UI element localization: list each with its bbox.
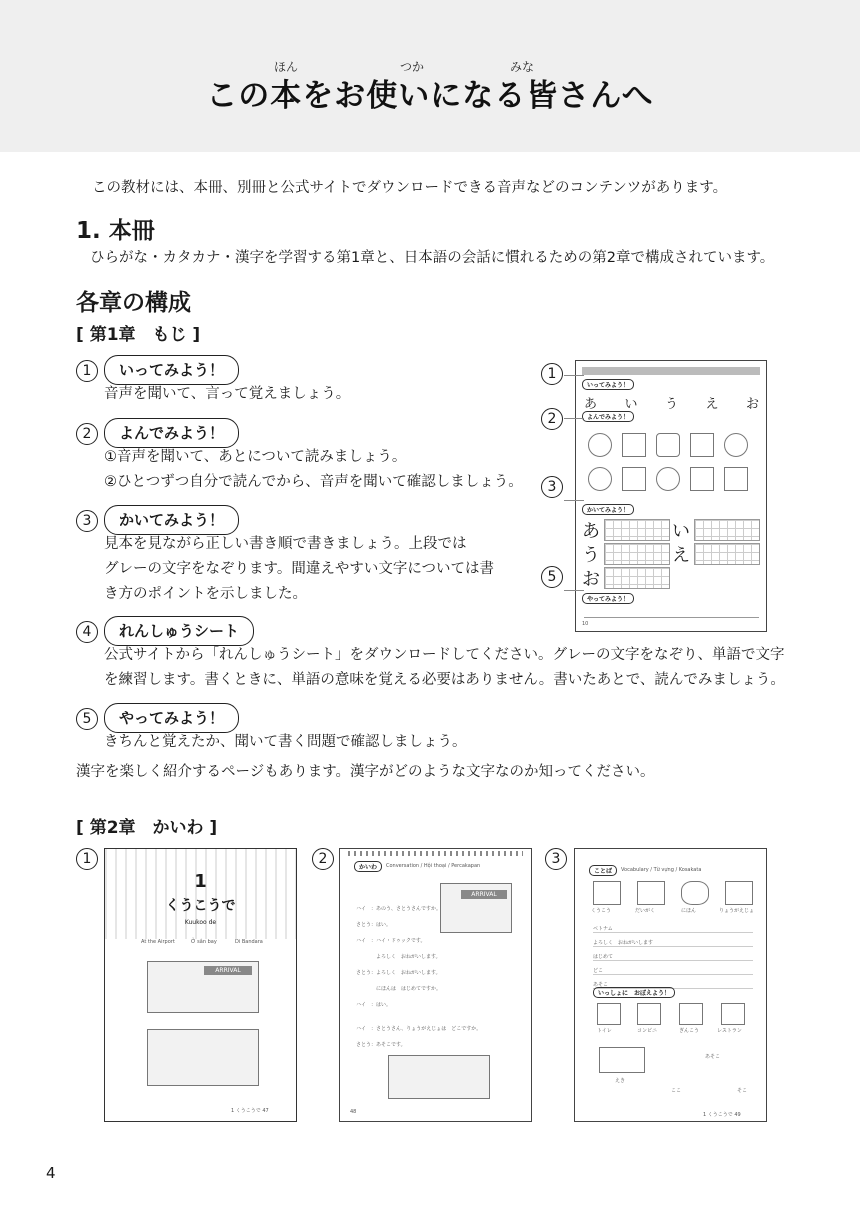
thumb2-line-9: さとう：あそこです。: [356, 1042, 406, 1048]
section1-desc: ひらがな・カタカナ・漢字を学習する第1章と、日本語の会話に慣れるための第2章で構成されています。: [90, 250, 775, 266]
item4-desc-2: を練習します。書くときに、単語の意味を覚える必要はありません。書いたあとで、読んでみましょう。: [104, 672, 785, 688]
chapter2-thumb-3: [574, 848, 767, 1122]
thumb3-vocab-icon-1: くうこう: [591, 908, 612, 914]
thumb3-extra-2: ここ: [671, 1088, 682, 1094]
thumb2-footer: 48: [350, 1109, 357, 1115]
sample-label-3: かいてみよう！: [582, 504, 634, 515]
sample-page-number: 10: [582, 621, 589, 627]
item2-label: よんでみよう！: [104, 418, 239, 448]
thumb3-place-3: ぎんこう: [679, 1028, 700, 1034]
ruby-mina: みな: [510, 60, 535, 74]
chapter2-thumb1-number: 1: [76, 848, 98, 870]
thumb3-place-toilet: [597, 1003, 621, 1025]
thumb1-lesson-no: 1: [194, 871, 207, 892]
thumb3-vocab-row-5: あそこ: [593, 981, 753, 989]
thumb2-scene-1: [440, 883, 512, 933]
thumb3-icon-airport: [593, 881, 621, 905]
callout-line-3: [564, 500, 584, 501]
sample-big-o: お: [582, 569, 600, 590]
thumb1-subtitle-vi: Ở sân bay: [191, 939, 217, 945]
thumb1-scene-1: [147, 961, 259, 1013]
intro-text: この教材には、本冊、別冊と公式サイトでダウンロードできる音声などのコンテンツがあります。: [92, 180, 728, 196]
chapter2-thumb2-number: 2: [312, 848, 334, 870]
sample-callout-5: 5: [541, 566, 563, 588]
thumb3-place-2: コンビニ: [637, 1028, 658, 1034]
thumb2-line-7: ハイ ：はい。: [356, 1002, 392, 1008]
kanji-note: 漢字を楽しく紹介するページもあります。漢字がどのような文字なのか知ってください。: [76, 764, 655, 780]
thumb3-practice-label: いっしょに おぼえよう！: [593, 987, 675, 998]
thumb1-subtitle-id: Di Bandara: [235, 939, 263, 945]
sample-big-a: あ: [582, 521, 600, 542]
sample-label-1: いってみよう！: [582, 379, 634, 390]
thumb2-scene-2: [388, 1055, 490, 1099]
item4-desc-1: 公式サイトから「れんしゅうシート」をダウンロードしてください。グレーの文字をなぞり、単語で文字: [104, 647, 785, 663]
sample-writing-grid: [582, 517, 760, 589]
callout-line-5: [564, 590, 584, 591]
thumb2-line-3: ハイ ：ハイ・ドゥックです。: [356, 938, 426, 944]
sample-kana-e: え: [705, 397, 719, 412]
sample-big-i: い: [672, 521, 690, 542]
thumb1-scene-2: [147, 1029, 259, 1086]
thumb2-line-5: さとう：よろしく おねがいします。: [356, 970, 441, 976]
item2-desc-2: ②ひとつずつ自分で読んでから、音声を聞いて確認しましょう。: [104, 474, 523, 490]
thumb3-icon-japan: [681, 881, 709, 905]
thumb3-vocab-row-4: どこ: [593, 967, 753, 975]
sample-label-2: よんでみよう！: [582, 411, 634, 422]
thumb2-binding: [348, 851, 523, 856]
sample-kana-row: [584, 393, 759, 412]
thumb2-line-2: さとう：はい。: [356, 922, 392, 928]
thumb3-vocab-icon-3: にほん: [681, 908, 697, 914]
item5-desc-1: きちんと覚えたか、聞いて書く問題で確認しましょう。: [104, 734, 467, 750]
thumb3-icon-university: [637, 881, 665, 905]
thumb1-footer: 1 くうこうで 47: [231, 1108, 269, 1114]
callout-line-2: [564, 418, 584, 419]
item3-desc-3: き方のポイントを示しました。: [104, 586, 307, 602]
item5-number: 5: [76, 708, 98, 730]
thumb3-footer: 1 くうこうで 49: [703, 1112, 741, 1118]
page-number: 4: [46, 1164, 56, 1182]
thumb3-place-4: レストラン: [717, 1028, 742, 1034]
thumb3-place-konbini: [637, 1003, 661, 1025]
sample-kana-a: あ: [584, 397, 598, 412]
thumb1-subtitle-en: At the Airport: [141, 939, 175, 945]
thumb3-place-1: トイレ: [597, 1028, 612, 1034]
sample-kana-i: い: [624, 397, 638, 412]
sample-callout-1: 1: [541, 363, 563, 385]
sample-kana-o: お: [745, 397, 759, 412]
chapter2-thumb3-number: 3: [545, 848, 567, 870]
item1-label: いってみよう！: [104, 355, 239, 385]
item1-number: 1: [76, 360, 98, 382]
sample-header-bar: [582, 367, 760, 375]
item5-label: やってみよう！: [104, 703, 239, 733]
thumb1-arrival-sign: ARRIVAL: [204, 966, 252, 975]
sample-big-u: う: [582, 545, 600, 566]
thumb1-lesson-title: くうこうで: [165, 898, 236, 914]
chapter1-heading: [ 第1章 もじ ]: [76, 325, 201, 345]
sample-picture-grid: [584, 429, 759, 499]
item1-desc-1: 音声を聞いて、言って覚えましょう。: [104, 386, 351, 402]
thumb3-vocab-icon-2: だいがく: [635, 908, 656, 914]
chapter2-thumb-2: [339, 848, 532, 1122]
sample-callout-3: 3: [541, 476, 563, 498]
item4-number: 4: [76, 621, 98, 643]
item3-desc-1: 見本を見ながら正しい書き順で書きましょう。上段では: [104, 536, 467, 552]
thumb3-place-bank: [679, 1003, 703, 1025]
thumb3-extra-4: あそこ: [705, 1054, 721, 1060]
sample-callout-2: 2: [541, 408, 563, 430]
item3-desc-2: グレーの文字をなぞります。間違えやすい文字については書: [104, 561, 495, 577]
sample-kana-u: う: [664, 397, 678, 412]
chapter1-sample-page: [575, 360, 767, 632]
sample-answer-boxes: [584, 607, 759, 618]
section1-heading: 1. 本冊: [76, 218, 155, 244]
chapter2-thumb-1: [104, 848, 297, 1122]
sample-label-5: やってみよう！: [582, 593, 634, 604]
ruby-tsuka: つか: [400, 60, 425, 74]
thumb1-lesson-romaji: Kuukoo de: [184, 919, 217, 926]
thumb2-subtitle: Conversation / Hội thoại / Percakapan: [386, 863, 481, 869]
item3-number: 3: [76, 510, 98, 532]
item2-desc-1: ①音声を聞いて、あとについて読みましょう。: [104, 449, 407, 465]
thumb3-vocab-row-3: はじめて: [593, 953, 753, 961]
thumb3-subtitle: Vocabulary / Từ vựng / Kosakata: [621, 867, 702, 873]
thumb3-vocab-row-1: ベトナム: [593, 925, 753, 933]
thumb3-extra-3: そこ: [737, 1088, 748, 1094]
thumb3-extra-1: えき: [615, 1078, 626, 1084]
thumb2-arrival-sign: ARRIVAL: [461, 890, 507, 899]
ruby-hon: ほん: [274, 60, 299, 74]
thumb2-line-1: ハイ ：あのう、さとうさんですか。: [356, 906, 442, 912]
structure-heading: 各章の構成: [76, 290, 191, 316]
thumb3-place-restaurant: [721, 1003, 745, 1025]
callout-line-1: [564, 375, 584, 376]
item4-label: れんしゅうシート: [104, 616, 254, 646]
chapter2-heading: [ 第2章 かいわ ]: [76, 818, 218, 838]
thumb3-tag: ことば: [589, 865, 617, 876]
thumb3-station-picture: [599, 1047, 645, 1073]
thumb3-vocab-icon-4: りょうがえじょ: [719, 908, 755, 914]
thumb2-line-4: よろしく おねがいします。: [356, 954, 441, 960]
thumb2-tag: かいわ: [354, 861, 382, 872]
thumb3-vocab-row-2: よろしく おねがいします: [593, 939, 753, 947]
item3-label: かいてみよう！: [104, 505, 239, 535]
item2-number: 2: [76, 423, 98, 445]
thumb3-icon-exchange: [725, 881, 753, 905]
thumb2-line-6: にほんは はじめてですか。: [356, 986, 442, 992]
page-title: この本をお使いになる皆さんへ: [206, 78, 654, 114]
thumb2-line-8: ハイ ：さとうさん、りょうがえじょは どこですか。: [356, 1026, 482, 1032]
sample-big-e: え: [672, 545, 690, 566]
